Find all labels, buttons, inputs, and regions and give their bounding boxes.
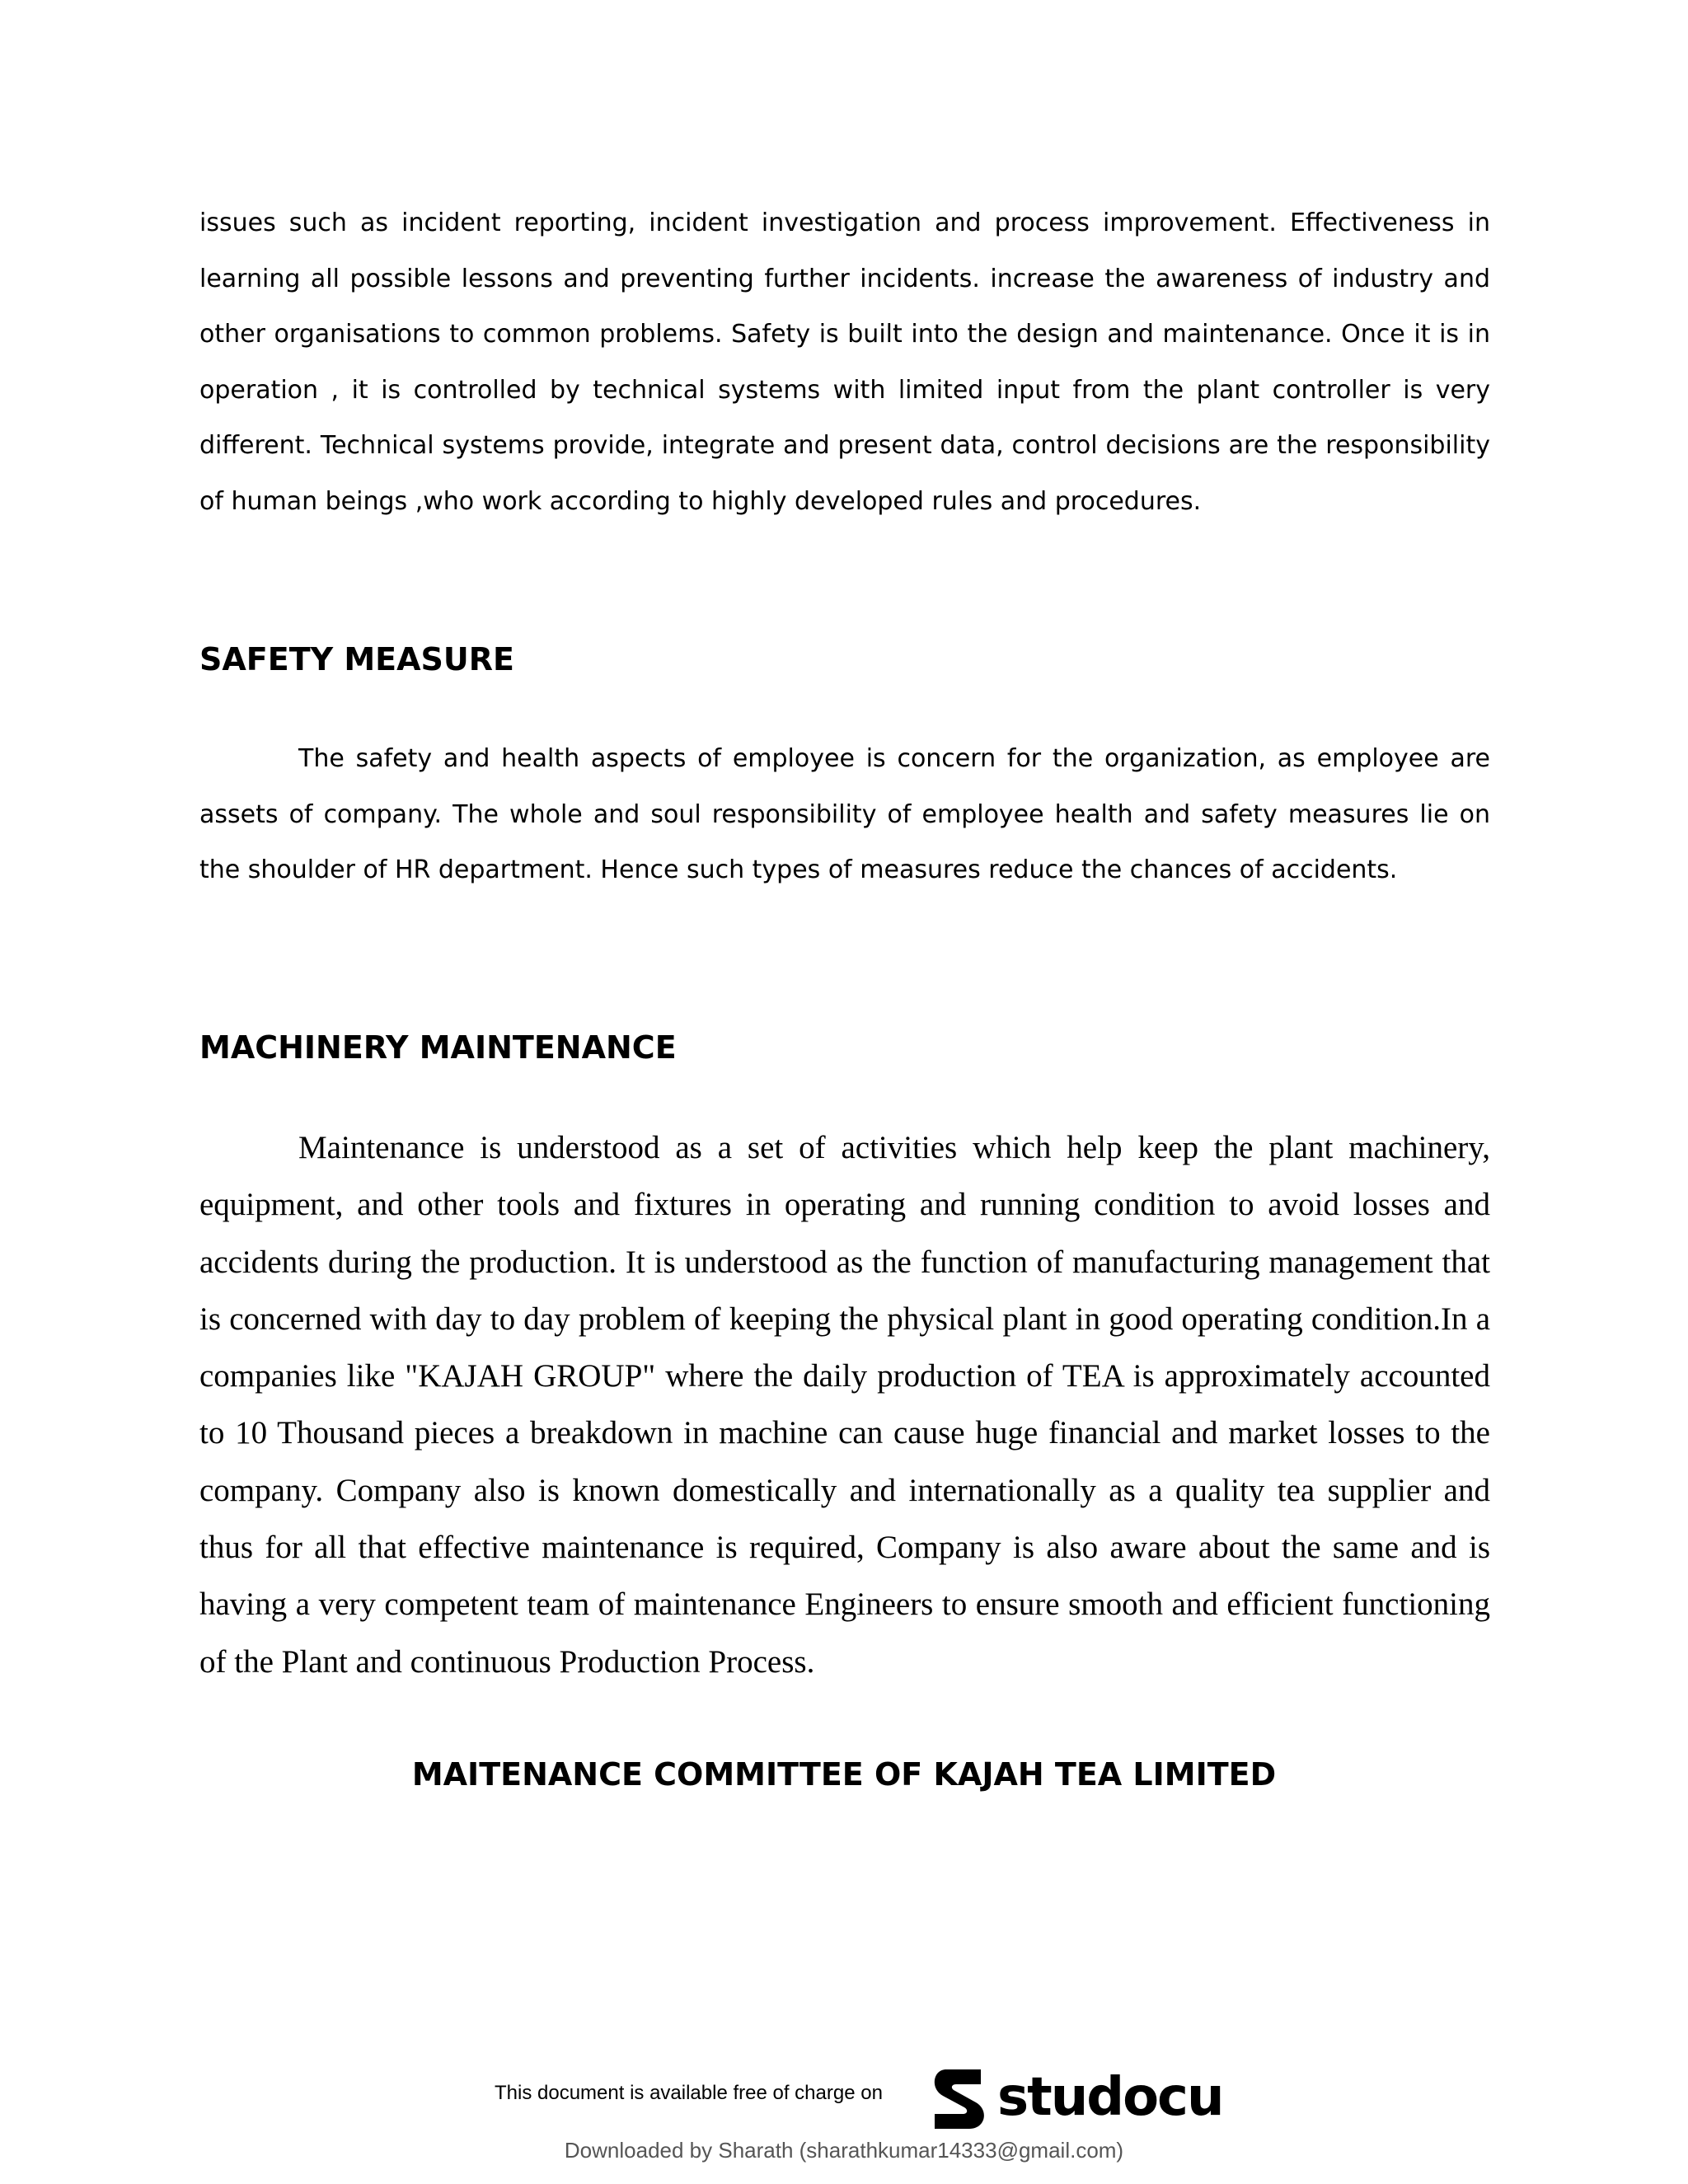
- machinery-maintenance-heading: MACHINERY MAINTENANCE: [199, 1029, 677, 1066]
- maintenance-committee-heading: MAITENANCE COMMITTEE OF KAJAH TEA LIMITED: [411, 1756, 1277, 1793]
- studocu-logo-text: studocu: [997, 2067, 1223, 2128]
- studocu-logo[interactable]: [930, 2064, 1223, 2130]
- footer-download-text: Downloaded by Sharath (sharathkumar14333@gmail.com): [564, 2138, 1124, 2163]
- intro-paragraph: issues such as incident reporting, incident investigation and process improvement. Effectiveness in learning all possible lessons and preventing further incidents. increase the awareness of industry and other organisations to common problems. Safety is built into the design and maintenance. Once it is in operation , it is controlled by technical systems with limited input from the plant controller is very different. Technical systems provide, integrate and present data, control decisions are the responsibility of human beings ,who work according to highly developed rules and procedures.: [199, 209, 1490, 516]
- safety-measure-heading: SAFETY MEASURE: [199, 641, 514, 677]
- safety-measure-paragraph: The safety and health aspects of employee is concern for the organization, as employee are assets of company. The whole and soul responsibility of employee health and safety measures lie on the shoulder of HR department. Hence such types of measures reduce the chances of accidents.: [199, 744, 1490, 884]
- studocu-logo-icon: [930, 2064, 991, 2130]
- footer-availability-text: This document is available free of charge on: [495, 2082, 883, 2104]
- machinery-maintenance-paragraph: Maintenance is understood as a set of activities which help keep the plant machinery, equipment, and other tools and fixtures in operating and running condition to avoid losses and accidents during the production. It is understood as the function of manufacturing management that is concerned with day to day problem of keeping the physical plant in good operating condition.In a companies like "KAJAH GROUP" where the daily production of TEA is approximately accounted to 10 Thousand pieces a breakdown in machine can cause huge financial and market losses to the company. Company also is known domestically and internationally as a quality tea supplier and thus for all that effective maintenance is required, Company is also aware about the same and is having a very competent team of maintenance Engineers to ensure smooth and efficient functioning of the Plant and continuous Production Process.: [199, 1130, 1490, 1680]
